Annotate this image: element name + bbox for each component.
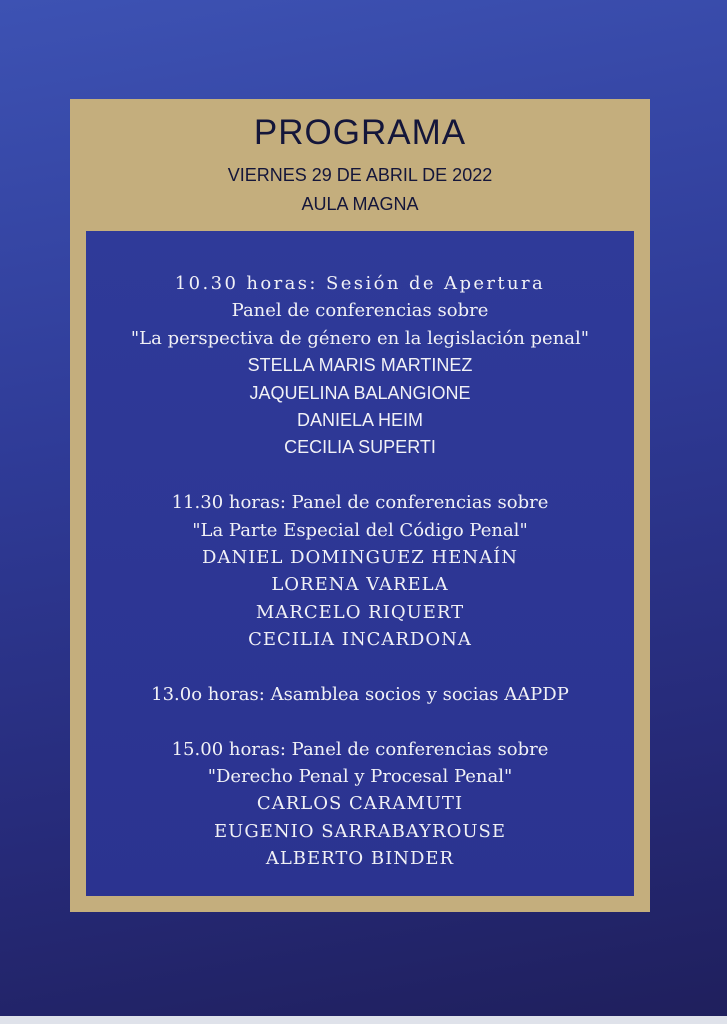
session-separator	[86, 462, 634, 489]
event-date: VIERNES 29 DE ABRIL DE 2022	[227, 165, 493, 185]
session-separator	[86, 708, 634, 735]
session-1-topic: "La perspectiva de género en la legislación penal"	[130, 327, 590, 349]
speaker: MARCELO RIQUERT	[255, 601, 465, 623]
speaker: CECILIA INCARDONA	[248, 629, 472, 651]
speaker: DANIEL DOMINGUEZ HENAÍN	[202, 546, 518, 568]
session-4-time: 15.00 horas: Panel de conferencias sobre	[171, 738, 549, 760]
speaker: JAQUELINA BALANGIONE	[249, 382, 471, 403]
program-frame	[70, 99, 650, 912]
schedule-list	[86, 270, 634, 873]
speaker: LORENA VARELA	[271, 574, 449, 596]
speaker: DANIELA HEIM	[296, 409, 424, 430]
session-1-time: 10.30 horas: Sesión de Apertura	[174, 273, 546, 294]
speaker: CECILIA SUPERTI	[284, 437, 436, 458]
schedule-panel	[86, 231, 634, 896]
event-venue: AULA MAGNA	[301, 194, 419, 214]
session-4-topic: "Derecho Penal y Procesal Penal"	[207, 766, 513, 788]
session-1-line-1: Panel de conferencias sobre	[231, 300, 489, 322]
session-separator	[86, 653, 634, 680]
session-3-time: 13.0o horas: Asamblea socios y socias AAPDP	[151, 683, 569, 705]
program-header	[70, 99, 650, 219]
speaker: ALBERTO BINDER	[265, 848, 455, 870]
speaker: EUGENIO SARRABAYROUSE	[214, 820, 506, 842]
session-2-topic: "La Parte Especial del Código Penal"	[192, 519, 528, 541]
speaker: STELLA MARIS MARTINEZ	[247, 355, 473, 376]
session-2-time: 11.30 horas: Panel de conferencias sobre	[171, 492, 549, 514]
speaker: CARLOS CARAMUTI	[256, 793, 464, 815]
bottom-edge-strip	[0, 1016, 727, 1024]
program-title: PROGRAMA	[253, 113, 467, 152]
